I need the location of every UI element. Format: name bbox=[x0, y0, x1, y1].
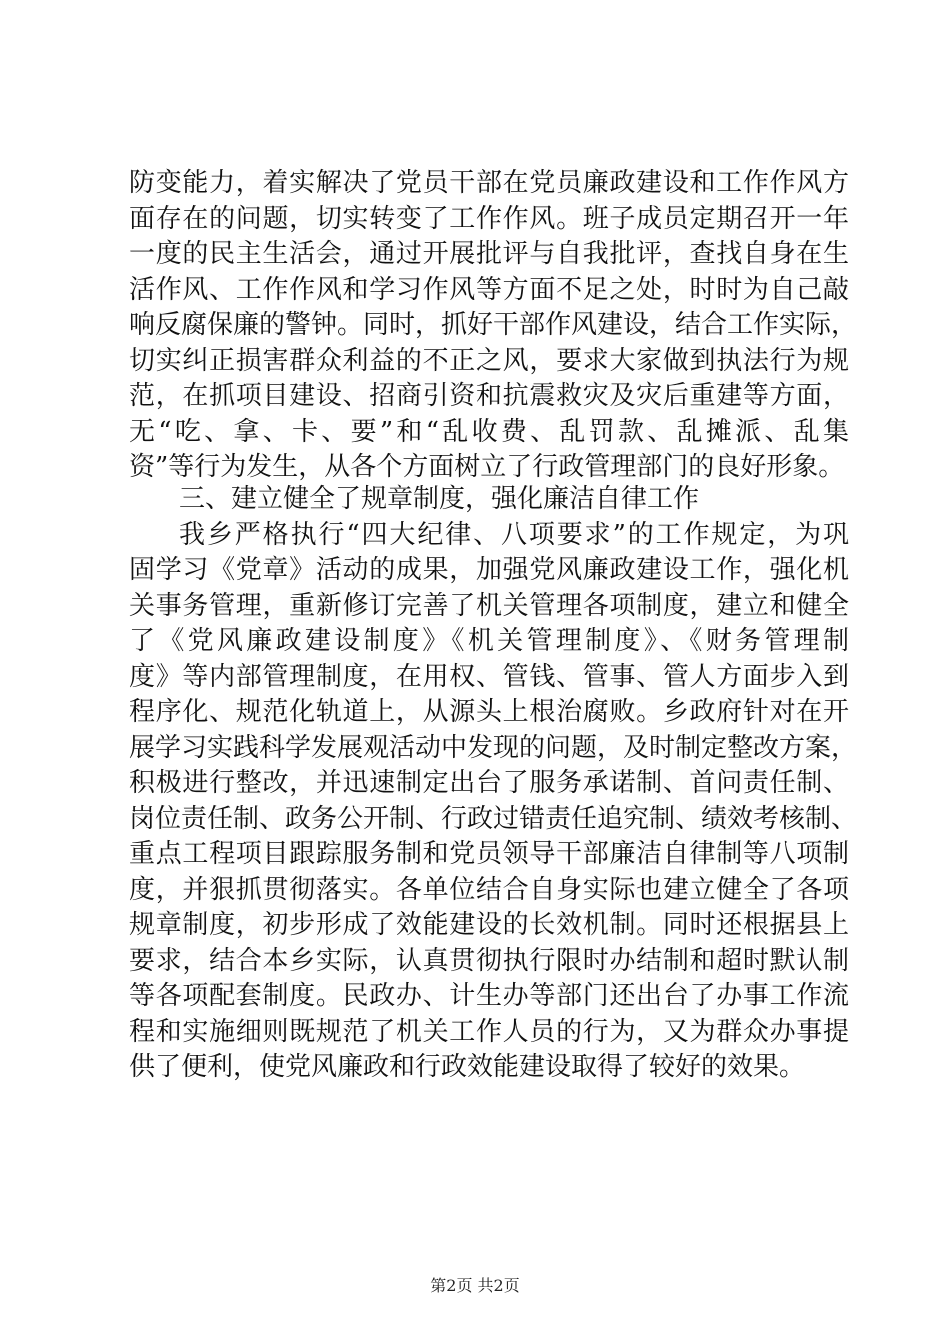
paragraph-line: 积极进行整改，并迅速制定出台了服务承诺制、首问责任制、 bbox=[129, 768, 849, 798]
page-number-footer: 第2页 共2页 bbox=[430, 1276, 520, 1295]
paragraph-line: 程序化、规范化轨道上，从源头上根治腐败。乡政府针对在开 bbox=[129, 697, 849, 727]
paragraph-line: 程和实施细则既规范了机关工作人员的行为，又为群众办事提 bbox=[129, 1016, 849, 1047]
paragraph-line: 固学习《党章》活动的成果，加强党风廉政建设工作，强化机 bbox=[129, 555, 849, 585]
paragraph-line: 无“吃、拿、卡、要”和“乱收费、乱罚款、乱摊派、乱集 bbox=[129, 416, 849, 447]
paragraph-line: 等各项配套制度。民政办、计生办等部门还出台了办事工作流 bbox=[129, 981, 849, 1011]
paragraph-line: 一度的民主生活会，通过开展批评与自我批评，查找自身在生 bbox=[129, 239, 849, 269]
paragraph-line: 度》等内部管理制度，在用权、管钱、管事、管人方面步入到 bbox=[129, 661, 849, 692]
section-heading: 三、建立健全了规章制度，强化廉洁自律工作 bbox=[179, 484, 700, 514]
paragraph-line: 度，并狠抓贯彻落实。各单位结合自身实际也建立健全了各项 bbox=[129, 874, 849, 905]
paragraph-continuation bbox=[129, 166, 858, 486]
paragraph-line: 重点工程项目跟踪服务制和党员领导干部廉洁自律制等八项制 bbox=[129, 839, 849, 869]
paragraph-line: 防变能力，着实解决了党员干部在党员廉政建设和工作作风方 bbox=[129, 168, 849, 198]
paragraph-line: 我乡严格执行“四大纪律、八项要求”的工作规定，为巩 bbox=[179, 519, 849, 550]
paragraph-line: 响反腐保廉的警钟。同时，抓好干部作风建设，结合工作实际， bbox=[129, 310, 858, 340]
paragraph-line: 切实纠正损害群众利益的不正之风，要求大家做到执法行为规 bbox=[129, 345, 849, 376]
paragraph-line: 活作风、工作作风和学习作风等方面不足之处，时时为自己敲 bbox=[129, 274, 849, 305]
paragraph-line: 要求，结合本乡实际，认真贯彻执行限时办结制和超时默认制 bbox=[129, 945, 849, 976]
section-three bbox=[129, 482, 858, 1086]
paragraph-line: 展学习实践科学发展观活动中发现的问题，及时制定整改方案， bbox=[129, 732, 858, 763]
paragraph-line: 范，在抓项目建设、招商引资和抗震救灾及灾后重建等方面， bbox=[129, 381, 849, 411]
paragraph-line: 资”等行为发生，从各个方面树立了行政管理部门的良好形象。 bbox=[129, 452, 845, 482]
paragraph-line: 面存在的问题，切实转变了工作作风。班子成员定期召开一年 bbox=[129, 203, 849, 234]
paragraph-line: 供了便利，使党风廉政和行政效能建设取得了较好的效果。 bbox=[129, 1052, 806, 1082]
paragraph-line: 规章制度，初步形成了效能建设的长效机制。同时还根据县上 bbox=[129, 910, 849, 940]
paragraph-line: 了《党风廉政建设制度》《机关管理制度》、《财务管理制 bbox=[129, 626, 849, 656]
paragraph-line: 关事务管理，重新修订完善了机关管理各项制度，建立和健全 bbox=[129, 590, 849, 621]
paragraph-line: 岗位责任制、政务公开制、行政过错责任追究制、绩效考核制、 bbox=[129, 803, 858, 834]
